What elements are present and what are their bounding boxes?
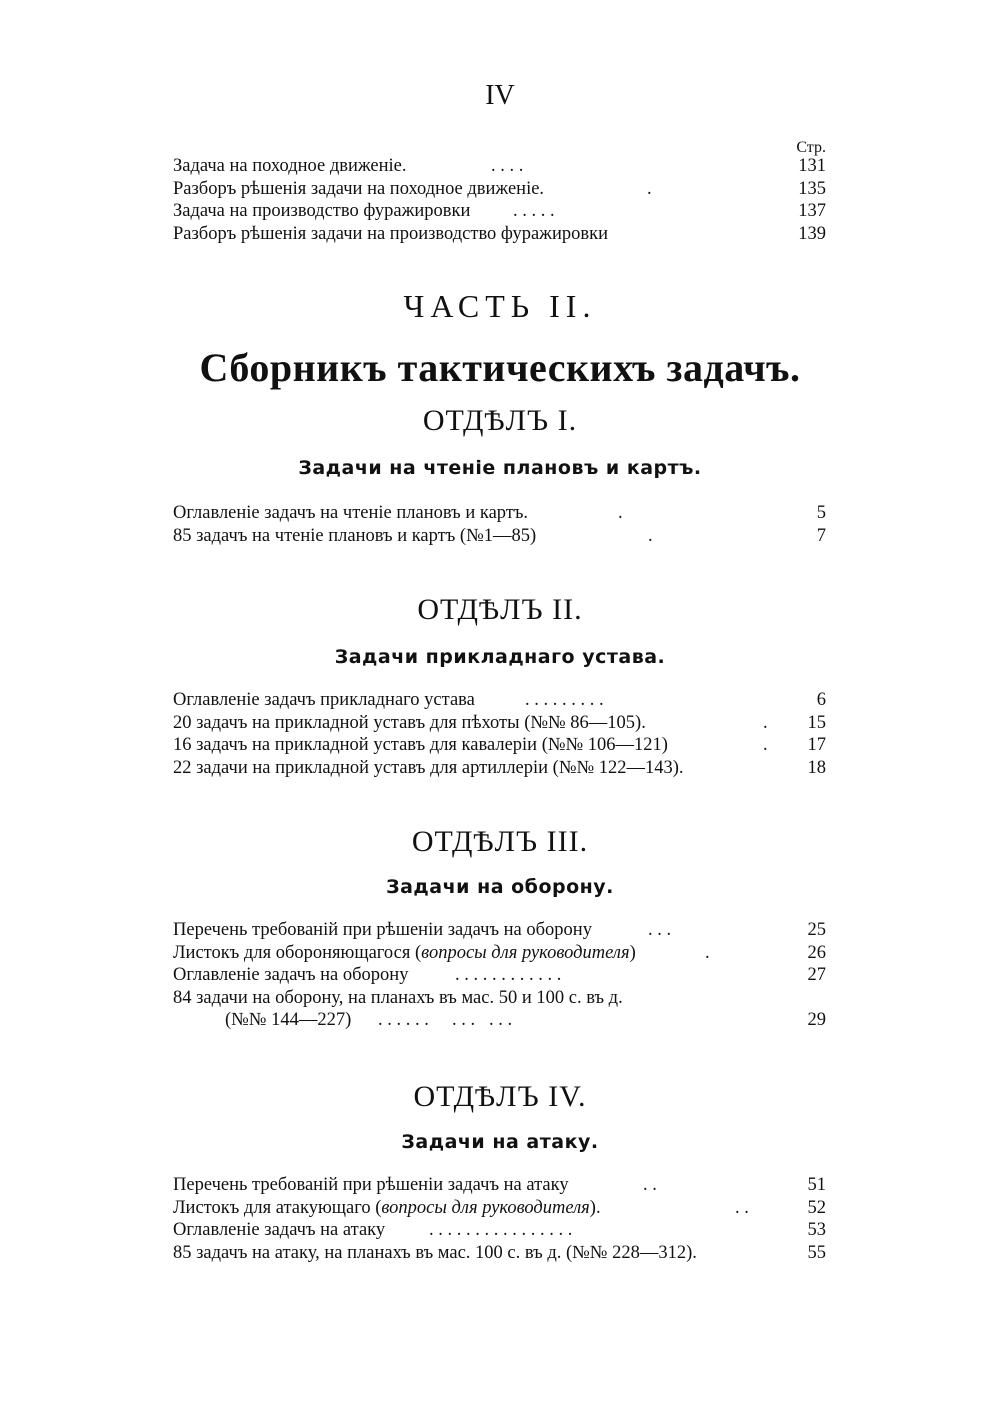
toc-entry-page: 17: [807, 735, 826, 755]
toc-entry-leader: . . .: [648, 920, 672, 940]
toc-entry-text-before: Листокъ для атакующаго (: [173, 1197, 382, 1218]
toc-entry: [173, 1242, 826, 1265]
section-subtitle: Задачи на атаку.: [401, 1131, 599, 1153]
toc-entry-text: Оглавленіе задачъ на атаку: [173, 1220, 386, 1240]
toc-entry: [173, 525, 826, 548]
toc-entry-text: (№№ 144—227): [225, 1010, 352, 1030]
section-subtitle: Задачи на чтеніе плановъ и картъ.: [298, 457, 702, 479]
toc-entry-page: 137: [798, 201, 826, 221]
toc-entry-leader: .: [763, 735, 768, 755]
toc-entry-page: 15: [807, 712, 826, 733]
toc-entry-text: [173, 942, 636, 965]
toc-entry-leader: . . . . . . . . . . . . . . . .: [429, 1220, 573, 1240]
toc-entry-text: Задача на производство фуражировки: [173, 201, 471, 221]
toc-entry-text-after: ).: [589, 1197, 601, 1218]
toc-entry-page: 52: [807, 1197, 826, 1218]
toc-entry: [173, 1219, 826, 1242]
section-title: ОТДѢЛЪ I.: [422, 404, 578, 437]
toc-entry-page: 51: [807, 1175, 826, 1195]
collection-title: Сборникъ тактическихъ задачъ.: [199, 345, 801, 390]
toc-entry-page: 18: [807, 757, 826, 778]
toc-entry-text-after: ): [629, 942, 636, 963]
toc-entry: [173, 200, 826, 223]
toc-entry-text-italic: вопросы для руководителя: [421, 942, 630, 963]
toc-entry-leader: . . . . . . . . . . . .: [455, 965, 562, 985]
toc-entry-text: 16 задачъ на прикладной уставъ для кавалеріи (№№ 106—121): [173, 735, 668, 755]
toc-entry-page: 27: [807, 965, 826, 985]
toc-entry-continuation: [173, 1009, 826, 1032]
toc-entry-text: [173, 1197, 601, 1220]
section-toc-list: [173, 689, 826, 779]
toc-entry-page: 6: [816, 690, 826, 710]
toc-entry-page: 29: [807, 1010, 826, 1030]
toc-entry-text: 20 задачъ на прикладной уставъ для пѣхоты (№№ 86—105).: [173, 712, 646, 733]
toc-entry-text-italic: вопросы для руководителя: [381, 1197, 590, 1218]
toc-entry-text: Перечень требованій при рѣшеніи задачъ на оборону: [173, 920, 592, 940]
toc-entry: [173, 734, 826, 757]
section-toc-list: [173, 919, 826, 1032]
section-title: ОТДѢЛЪ II.: [417, 593, 583, 626]
toc-entry-page: 25: [807, 920, 826, 940]
toc-entry-text: Оглавленіе задачъ прикладнаго устава: [173, 690, 475, 710]
toc-entry: [173, 757, 826, 780]
toc-entry-page: 131: [798, 156, 826, 176]
toc-entry-leader: .: [705, 942, 710, 963]
toc-entry: [173, 689, 826, 712]
toc-entry-page: 53: [807, 1220, 826, 1240]
toc-entry: [173, 178, 826, 201]
toc-entry-text: 22 задачи на прикладной уставъ для артиллеріи (№№ 122—143).: [173, 757, 684, 778]
toc-entry: [173, 942, 826, 965]
toc-entry-leader: . .: [643, 1175, 657, 1195]
section-title: ОТДѢЛЪ IV.: [413, 1080, 587, 1113]
section-title: ОТДѢЛЪ III.: [411, 825, 589, 858]
top-toc-list: [173, 155, 826, 245]
toc-entry-text: 85 задачъ на атаку, на планахъ въ мас. 100 с. въ д. (№№ 228—312).: [173, 1242, 697, 1263]
toc-entry: [173, 919, 826, 942]
toc-entry-page: 135: [798, 178, 826, 199]
toc-entry-text: Разборъ рѣшенія задачи на производство фуражировки: [173, 223, 608, 244]
toc-entry: [173, 155, 826, 178]
toc-entry-leader: . . . .: [491, 156, 524, 176]
section-subtitle: Задачи прикладнаго устава.: [334, 646, 666, 668]
toc-entry-leader: . . . . . . . . .: [525, 690, 604, 710]
toc-entry-leader: .: [647, 178, 652, 199]
toc-entry-leader: .: [763, 712, 768, 733]
toc-entry: [173, 964, 826, 987]
part-title: ЧАСТЬ II.: [403, 288, 597, 324]
toc-entry: [173, 502, 826, 525]
toc-entry: [173, 1174, 826, 1197]
toc-entry-text: 85 задачъ на чтеніе плановъ и картъ (№1—85): [173, 525, 537, 546]
toc-entry-page: 139: [798, 223, 826, 244]
toc-entry: [173, 223, 826, 246]
toc-entry-leader: . . . . . . . . . . . .: [378, 1010, 513, 1030]
page-number: IV: [485, 80, 515, 111]
toc-entry-text: Задача на походное движеніе.: [173, 156, 407, 176]
toc-entry-page: 55: [807, 1242, 826, 1263]
toc-entry-leader: .: [618, 503, 623, 523]
toc-entry: [173, 1197, 826, 1220]
toc-entry-page: 7: [816, 525, 826, 546]
page-column-label: Стр.: [796, 139, 826, 156]
toc-entry-text: Перечень требованій при рѣшеніи задачъ на атаку: [173, 1175, 569, 1195]
section-subtitle: Задачи на оборону.: [386, 876, 614, 898]
toc-entry-page: 26: [807, 942, 826, 963]
toc-entry-text: Оглавленіе задачъ на оборону: [173, 965, 409, 985]
toc-entry-leader: . . . . .: [513, 201, 555, 221]
toc-entry-leader: .: [648, 525, 653, 546]
toc-entry: [173, 987, 826, 1010]
toc-entry-text-before: Листокъ для обороняющагося (: [173, 942, 422, 963]
toc-entry-text: 84 задачи на оборону, на планахъ въ мас. 50 и 100 с. въ д.: [173, 987, 623, 1008]
toc-entry-text: Разборъ рѣшенія задачи на походное движеніе.: [173, 178, 545, 199]
section-toc-list: [173, 502, 826, 547]
toc-entry-text: Оглавленіе задачъ на чтеніе плановъ и картъ.: [173, 503, 529, 523]
toc-entry: [173, 712, 826, 735]
toc-entry-page: 5: [816, 503, 826, 523]
section-toc-list: [173, 1174, 826, 1264]
toc-entry-leader: . .: [735, 1197, 749, 1218]
